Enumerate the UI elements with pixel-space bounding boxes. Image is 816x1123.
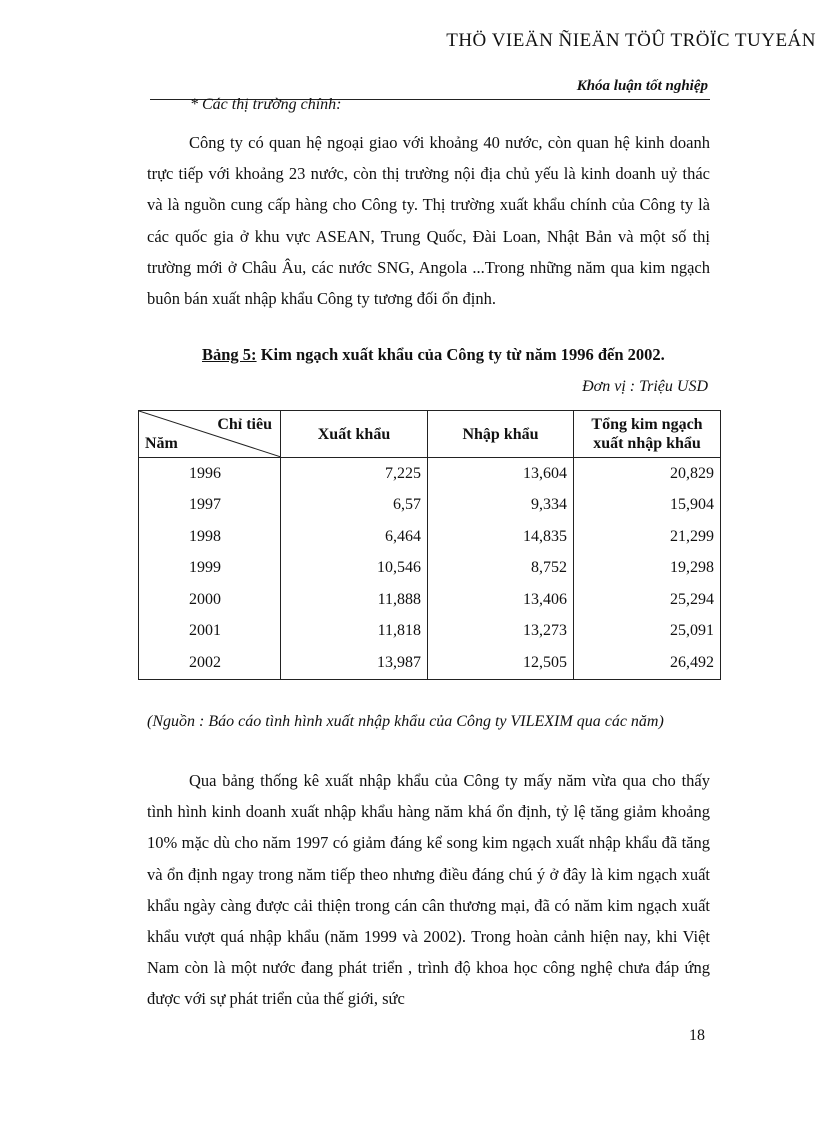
column-header-import: Nhập khẩu [428,411,574,458]
total-cell: 15,904 [574,490,721,522]
table-row [139,521,721,553]
export-cell: 6,57 [281,490,428,522]
table-row [139,553,721,585]
table-unit: Đơn vị : Triệu USD [582,378,708,395]
export-cell: 6,464 [281,521,428,553]
total-cell: 19,298 [574,553,721,585]
year-cell: 1996 [139,458,281,490]
table-source-note: (Nguồn : Báo cáo tình hình xuất nhập khẩu của Công ty VILEXIM qua các năm) [147,713,664,730]
table-title [202,345,665,365]
import-cell: 9,334 [428,490,574,522]
paragraph-markets [147,127,710,314]
table-title-text: Kim ngạch xuất khẩu của Công ty từ năm 1996 đến 2002. [256,345,665,364]
total-cell: 26,492 [574,647,721,679]
paragraph-markets-text: Công ty có quan hệ ngoại giao với khoảng 40 nước, còn quan hệ kinh doanh trực tiếp với khoảng 23 nước, còn thị trường nội địa chủ yếu là kinh doanh uỷ thác và là nguồn cung cấp hàng cho Công ty. Thị trường xuất khẩu chính của Công ty là các quốc gia ở khu vực ASEAN, Trung Quốc, Đài Loan, Nhật Bản và một số thị trường mới ở Châu Âu, các nước SNG, Angola ...Trong những năm qua kim ngạch buôn bán xuất nhập khẩu Công ty tương đối ổn định. [147,133,710,309]
section-heading: * Các thị trường chính: [190,96,342,113]
table-row [139,616,721,648]
year-cell: 2001 [139,616,281,648]
export-cell: 10,546 [281,553,428,585]
export-cell: 7,225 [281,458,428,490]
import-cell: 13,273 [428,616,574,648]
paragraph-analysis-text: Qua bảng thống kê xuất nhập khẩu của Công ty mấy năm vừa qua cho thấy tình hình kinh doanh xuất nhập khẩu hàng năm khá ổn định, tỷ lệ tăng giảm khoảng 10% mặc dù cho năm 1997 có giảm đáng kể song kim ngạch xuất nhập khẩu đã tăng và ổn định ngay trong năm tiếp theo nhưng điều đáng chú ý ở đây là kim ngạch xuất khẩu ngày càng được cải thiện trong cán cân thương mại, đã có năm kim ngạch xuất khẩu vượt quá nhập khẩu (năm 1999 và 2002). Trong hoàn cảnh hiện nay, khi Việt Nam còn là một nước đang phát triển , trình độ khoa học công nghệ chưa đáp ứng được với sự phát triển của thế giới, sức [147,771,710,1009]
import-cell: 8,752 [428,553,574,585]
table-row [139,490,721,522]
paragraph-analysis [147,765,710,1015]
total-cell: 21,299 [574,521,721,553]
table-label: Bảng 5: [202,345,257,364]
import-cell: 14,835 [428,521,574,553]
table-row [139,584,721,616]
import-cell: 13,406 [428,584,574,616]
document-type: Khóa luận tốt nghiệp [576,78,708,94]
total-cell: 20,829 [574,458,721,490]
import-cell: 13,604 [428,458,574,490]
export-cell: 11,818 [281,616,428,648]
total-cell: 25,091 [574,616,721,648]
corner-year-label: Năm [145,435,178,452]
table-row [139,647,721,679]
import-cell: 12,505 [428,647,574,679]
year-cell: 2002 [139,647,281,679]
year-cell: 1997 [139,490,281,522]
year-cell: 1999 [139,553,281,585]
site-title: THÖ VIEÄN ÑIEÄN TÖÛ TRÖÏC TUYEÁN [446,30,816,51]
table-row [139,458,721,490]
corner-indicator-label: Chỉ tiêu [217,416,272,433]
total-cell: 25,294 [574,584,721,616]
table-header-row [139,411,721,458]
year-cell: 2000 [139,584,281,616]
trade-table [138,410,721,680]
export-cell: 13,987 [281,647,428,679]
column-header-export: Xuất khẩu [281,411,428,458]
year-cell: 1998 [139,521,281,553]
page-number: 18 [689,1027,705,1044]
corner-header-cell [139,411,281,458]
column-header-total: Tổng kim ngạch xuất nhập khẩu [574,411,721,458]
export-cell: 11,888 [281,584,428,616]
